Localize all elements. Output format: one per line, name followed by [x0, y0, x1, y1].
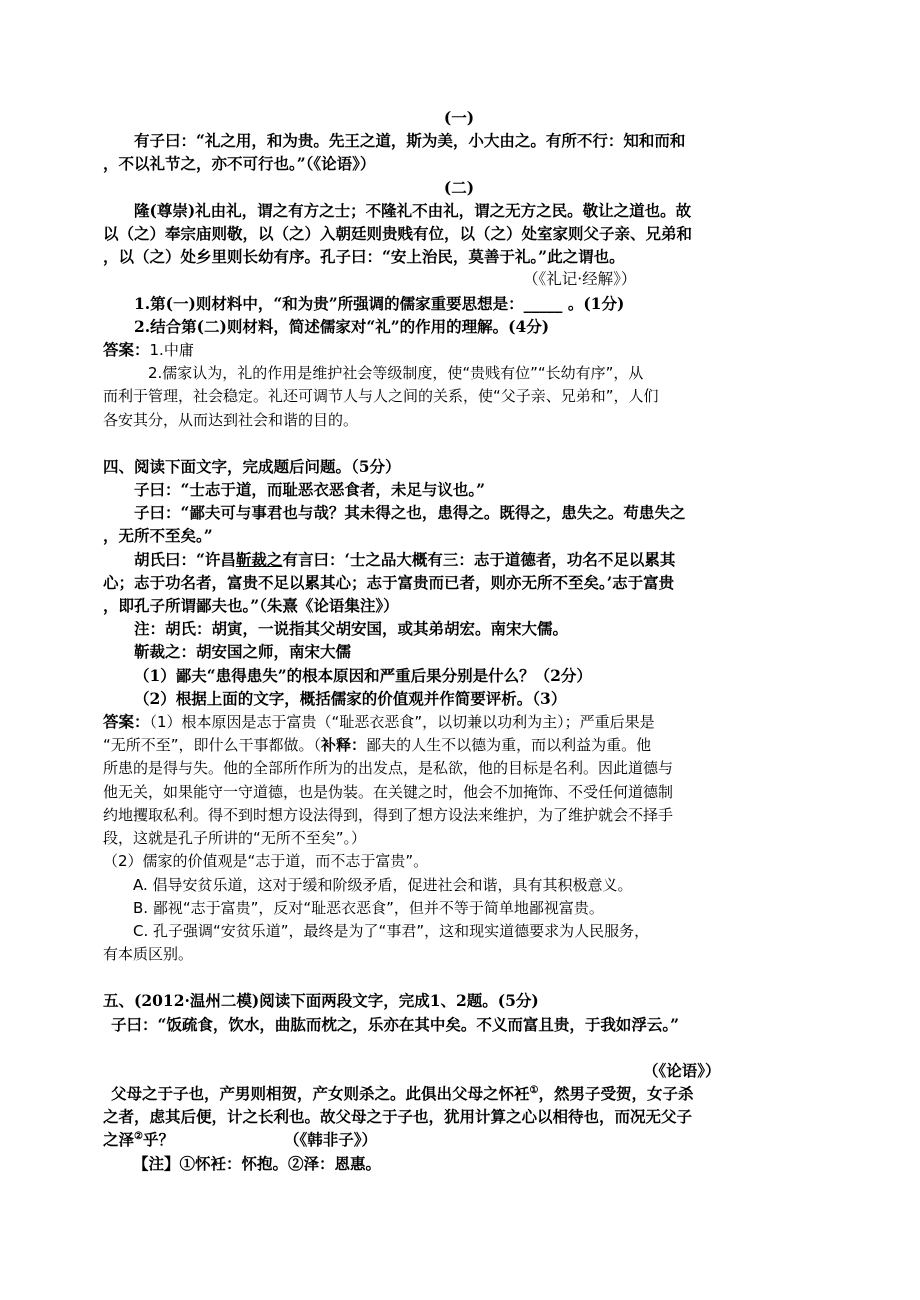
section-4-answer-line-5: 约地攫取私利。得不到时想方设法得到，得到了想方设法来维护，为了维护就会不择手 [103, 805, 674, 824]
answer-2-line-2: 而利于管理，社会稳定。礼还可调节人与人之间的关系，使“父子亲、兄弟和”，人们 [103, 387, 659, 406]
quote-1: 子曰：“士志于道，而耻恶衣恶食者，未足与议也。” [134, 480, 486, 500]
document-page [103, 106, 815, 1175]
quote-2-part-2: ，然男子受贺，女子杀 [538, 1083, 694, 1103]
section-5-title: 五、(2012·温州二模)阅读下面两段文字，完成1、2题。(5分) [103, 991, 539, 1011]
section-4-answer-2: （2）儒家的价值观是“志于道，而不志于富贵”。 [103, 852, 429, 871]
quote-2-part-1: 父母之于子也，产男则相贺，产女则杀之。此俱出父母之怀衽 [111, 1083, 530, 1103]
answer-1: 1.中庸 [149, 341, 194, 360]
note-1: 注：胡氏：胡寅，一说指其父胡安国，或其弟胡宏。南宋大儒。 [134, 619, 569, 639]
section-4-question-2: （2）根据上面的文字，概括儒家的价值观并作简要评析。（3） [134, 688, 567, 708]
section-4-answer-line-6: 段，这就是孔子所讲的“无所不至矣”。） [103, 829, 367, 848]
section-4-title: 四、阅读下面文字，完成题后问题。（5分） [103, 456, 401, 476]
passage-2-line-3: ，以（之）处乡里则长幼有序。孔子曰：“安上治民，莫善于礼。”此之谓也。 [103, 247, 625, 267]
section-4-answer-2-B: B. 鄙视“志于富贵”，反对“耻恶衣恶食”，但并不等于简单地鄙视富贵。 [133, 898, 604, 917]
question-1: 1.第(一)则材料中，“和为贵”所强调的儒家重要思想是：_____ 。(1分) [134, 293, 625, 313]
passage-1-line-2: ，不以礼节之，亦不可行也。”（《论语》） [103, 154, 376, 174]
section-4-answer-line-2 [103, 734, 815, 757]
section-5-quote-2-line-1 [103, 1082, 815, 1105]
quote-3-prefix: 胡氏曰：“许昌 [134, 549, 236, 569]
passage-1-line-1: 有子曰：“礼之用，和为贵。先王之道，斯为美，小大由之。有所不行：知和而和 [134, 131, 686, 151]
note-2: 靳裁之：胡安国之师，南宋大儒 [134, 642, 352, 662]
section-4-answer-1b: “无所不至”，即什么干事都做。（ [103, 736, 322, 755]
section-4-answer-1a: （1）根本原因是志于富贵（“耻恶衣恶食”，以切兼以功利为主）；严重后果是 [149, 713, 655, 732]
quote-3-name-underlined: 靳裁之 [235, 549, 283, 569]
answer-1-line [103, 338, 815, 362]
section-5-quote-1: 子曰：“饭疏食，饮水，曲肱而枕之，乐亦在其中矣。不义而富且贵，于我如浮云。” [111, 1014, 680, 1034]
footnote-marker-2: ② [134, 1131, 143, 1143]
passage-2-line-1: 隆(尊崇)礼由礼，谓之有方之士；不隆礼不由礼，谓之无方之民。敬让之道也。故 [134, 200, 692, 220]
subheading-1: (一) [443, 108, 475, 127]
answer-2-line-3: 各安其分，从而达到社会和谐的目的。 [103, 410, 359, 429]
section-4-answer-2-C-line-1: C. 孔子强调“安贫乐道”，最终是为了“事君”，这和现实道德要求为人民服务， [133, 921, 650, 940]
quote-2-line-1: 子曰：“鄙夫可与事君也与哉？其未得之也，患得之。既得之，患失之。苟患失之 [134, 503, 686, 523]
passage-2-source: （《礼记·经解》） [523, 270, 637, 289]
section-4-answer-line-4: 他无关，如果能守一守道德，也是伪装。在关键之时，他会不加掩饰、不受任何道德制 [103, 782, 674, 801]
section-4-answer-label: 答案： [103, 712, 150, 732]
section-4-answer-line-3: 所患的是得与失。他的全部所作所为的出发点，是私欲，他的目标是名利。因此道德与 [103, 759, 674, 778]
spacer [103, 966, 815, 989]
question-2: 2.结合第(二)则材料，简述儒家对“礼”的作用的理解。(4分) [134, 316, 550, 336]
section-5-source-2: （《韩非子》） [284, 1130, 378, 1150]
section-4-answer-2-C-line-2: 有本质区别。 [103, 945, 194, 964]
spacer [103, 432, 815, 455]
section-4-answer-2-A: A. 倡导安贫乐道，这对于缓和阶级矛盾，促进社会和谐，具有其积极意义。 [133, 875, 633, 894]
section-5-source-1: （《论语》） [643, 1060, 721, 1080]
section-4-question-1: （1）鄙夫“患得患失”的根本原因和严重后果分别是什么？（2分） [134, 665, 592, 685]
quote-3-line-2: 心；志于功名者，富贵不足以累其心；志于富贵而已者，则亦无所不至矣。’志于富贵 [103, 572, 675, 592]
quote-2-part-3: 之泽 [103, 1130, 135, 1150]
section-5-quote-2-line-3 [103, 1128, 815, 1151]
quote-2-part-4: 乎？ [142, 1130, 174, 1150]
footnote-marker-1: ① [529, 1084, 539, 1096]
answer-label: 答案： [103, 340, 150, 360]
quote-3-line-1 [103, 548, 815, 571]
supplement-label: 补释： [321, 736, 367, 755]
subheading-2: (二) [443, 177, 475, 197]
quote-3-suffix: 有言曰：‘士之品大概有三：志于道德者，功名不足以累其 [282, 549, 676, 569]
section-5-quote-2-line-2: 之者，虑其后便，计之长利也。故父母之于子也，犹用计算之心以相待也，而况无父子 [103, 1107, 693, 1127]
spacer [103, 1036, 815, 1059]
quote-2-line-2: ，无所不至矣。” [103, 526, 213, 546]
passage-2-line-2: 以（之）奉宗庙则敬，以（之）入朝廷则贵贱有位，以（之）处室家则父子亲、兄弟和 [103, 224, 693, 244]
section-4-answer-line-1 [103, 710, 815, 734]
section-5-note: 【注】①怀衽：怀抱。②泽：恩惠。 [133, 1153, 382, 1173]
section-4-answer-1b-post: 鄙夫的人生不以德为重，而以利益为重。他 [366, 736, 652, 755]
answer-2-line-1: 2.儒家认为，礼的作用是维护社会等级制度，使“贵贱有位”“长幼有序”，从 [148, 364, 644, 383]
quote-3-line-3: ，即孔子所谓鄙夫也。”（朱熹《论语集注》） [103, 596, 399, 616]
